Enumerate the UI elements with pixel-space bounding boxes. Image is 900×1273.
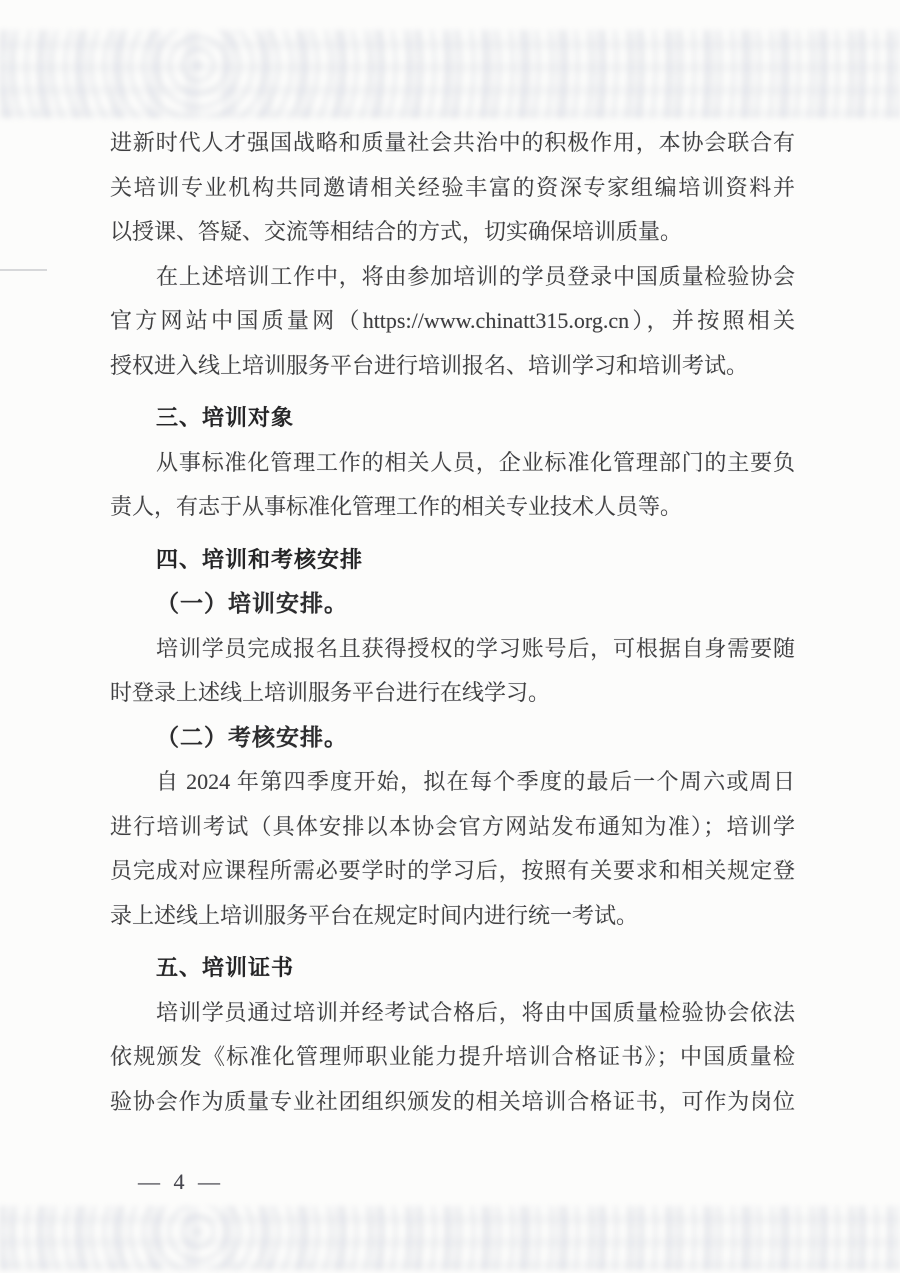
text-line: 培训学员通过培训并经考试合格后，将由中国质量检验协会依法	[156, 999, 795, 1025]
text-line: 从事标准化管理工作的相关人员，企业标准化管理部门的主要负	[156, 449, 795, 475]
text-line: （二）考核安排。	[156, 724, 348, 750]
reverse-side-bleed-through-top	[0, 30, 900, 118]
heading-section-4	[110, 538, 795, 583]
heading-subsection-4-2	[110, 716, 795, 761]
text-line: 官方网站中国质量网（https://www.chinatt315.org.cn），并按照相关	[110, 308, 795, 333]
text-line: 三、培训对象	[156, 405, 295, 430]
page-number: — 4 —	[138, 1169, 220, 1194]
text-line: 进行培训考试（具体安排以本协会官方网站发布通知为准）；培训学	[110, 813, 795, 839]
paragraph-training-targets	[110, 441, 795, 530]
text-line: 员完成对应课程所需必要学时的学习后，按照有关要求和相关规定登	[110, 858, 795, 883]
scan-artifact-line	[0, 269, 47, 271]
paragraph-exam-arrangement	[110, 760, 795, 938]
paragraph-continuation	[110, 121, 795, 255]
heading-section-3	[110, 396, 795, 441]
heading-section-5	[110, 946, 795, 991]
heading-subsection-4-1	[110, 582, 795, 627]
paragraph-training-arrangement	[110, 627, 795, 716]
text-line: 在上述培训工作中，将由参加培训的学员登录中国质量检验协会	[156, 263, 795, 289]
text-line: 验协会作为质量专业社团组织颁发的相关培训合格证书，可作为岗位	[110, 1088, 795, 1114]
text-line: 五、培训证书	[156, 955, 295, 980]
paragraph-online-platform	[110, 255, 795, 389]
text-line: 以授课、答疑、交流等相结合的方式，切实确保培训质量。	[110, 219, 683, 244]
text-line: 依规颁发《标准化管理师职业能力提升培训合格证书》；中国质量检	[110, 1044, 795, 1069]
text-line: （一）培训安排。	[156, 591, 348, 616]
text-line: 时登录上述线上培训服务平台进行在线学习。	[110, 680, 551, 705]
text-line: 录上述线上培训服务平台在规定时间内进行统一考试。	[110, 902, 639, 928]
paragraph-certificate	[110, 991, 795, 1125]
document-body	[110, 121, 795, 1124]
text-line: 授权进入线上培训服务平台进行培训报名、培训学习和培训考试。	[110, 352, 749, 378]
text-line: 责人，有志于从事标准化管理工作的相关专业技术人员等。	[110, 494, 683, 519]
text-line: 培训学员完成报名且获得授权的学习账号后，可根据自身需要随	[156, 635, 795, 661]
text-line: 进新时代人才强国战略和质量社会共治中的积极作用，本协会联合有	[110, 130, 795, 155]
text-line: 四、培训和考核安排	[156, 546, 364, 572]
reverse-side-bleed-through-bottom	[0, 1206, 900, 1270]
text-line: 关培训专业机构共同邀请相关经验丰富的资深专家组编培训资料并	[110, 174, 795, 200]
text-line: 自 2024 年第四季度开始，拟在每个季度的最后一个周六或周日	[156, 769, 795, 794]
